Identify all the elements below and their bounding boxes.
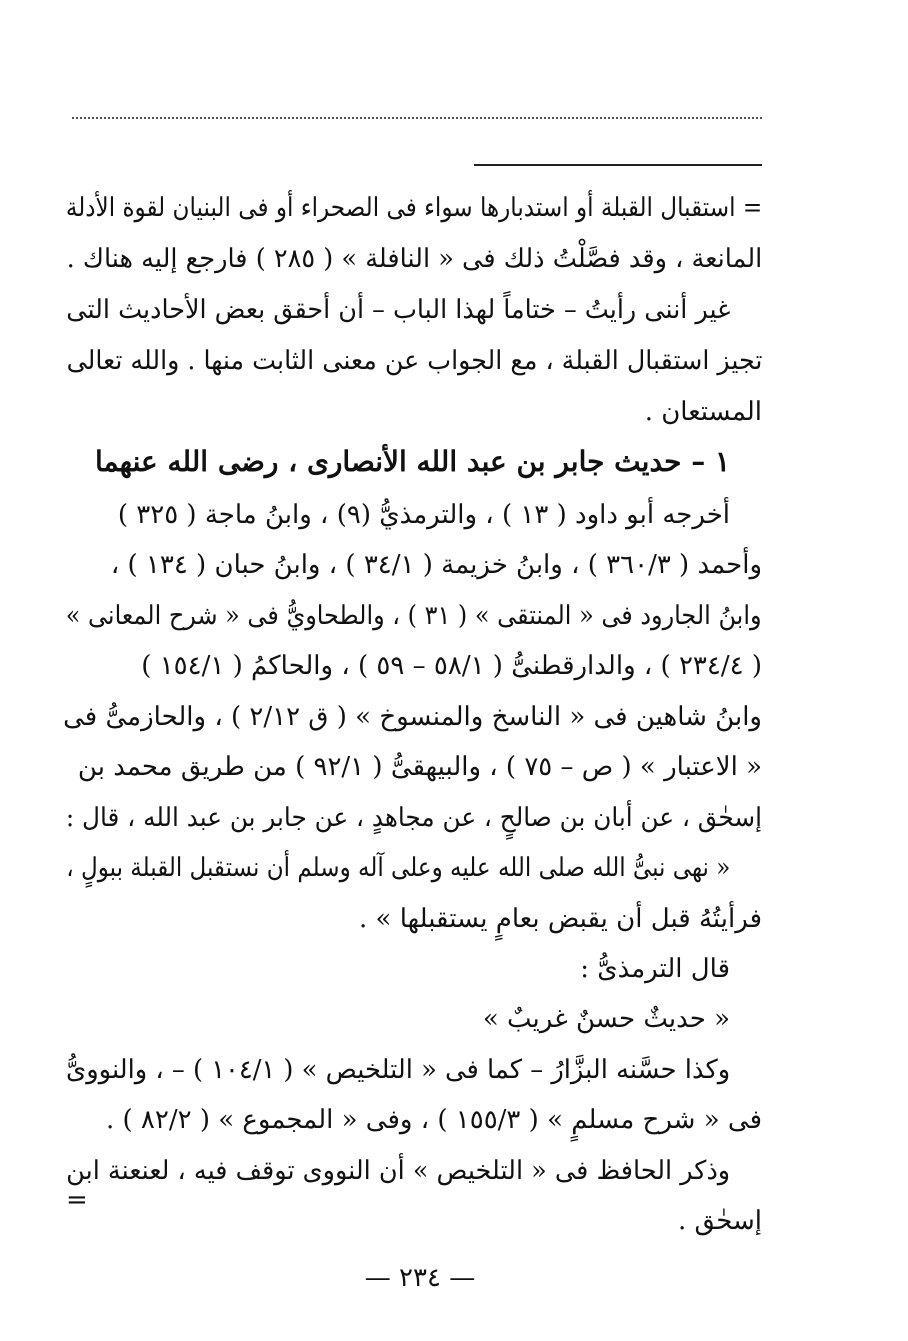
takhrij-line-7: إسحٰق ، عن أبان بن صالحٍ ، عن مجاهدٍ ، عن جابر بن عبد الله ، قال : (65, 803, 762, 833)
takhrij-line-4: ( ٢٣٤/٤ ) ، والدارقطنىُّ ( ٥٨/١ – ٥٩ ) ، والحاكمُ ( ١٥٤/١ ) (141, 651, 762, 681)
intro-line-3: المستعان . (644, 397, 762, 427)
intro-line-2: تجيز استقبال القبلة ، مع الجواب عن معنى الثابت منها . والله تعالى (66, 346, 762, 376)
hafiz-line-1: وذكر الحافظ فى « التلخيص » أن النووى توقف فيه ، لعنعنة ابن (66, 1156, 730, 1186)
takhrij-line-3: وابنُ الجارود فى « المنتقى » ( ٣١ ) ، والطحاويُّ فى « شرح المعانى » (66, 601, 762, 631)
hafiz-line-2: إسحٰق . (677, 1206, 762, 1236)
takhrij-line-5: وابنُ شاهين فى « الناسخ والمنسوخ » ( ق ٢/١٢ ) ، والحازمىُّ فى (63, 702, 762, 732)
page-number: — ٢٣٤ — (364, 1263, 476, 1293)
tirmidhi-quote: « حديثٌ حسنٌ غريبٌ » (482, 1004, 730, 1034)
intro-line-1: غير أننى رأيتُ – ختاماً لهذا الباب – أن أحقق بعض الأحاديث التى (65, 295, 730, 325)
hadith-heading: ١ – حديث جابر بن عبد الله الأنصارى ، رضى الله عنهما (94, 445, 730, 478)
footnote-line-1: = استقبال القبلة أو استدبارها سواء فى الصحراء أو فى البنيان لقوة الأدلة (65, 193, 762, 223)
grading-line-2: فى « شرح مسلمٍ » ( ١٥٥/٣ ) ، وفى « المجموع » ( ٨٢/٢ ) . (105, 1105, 762, 1135)
hadith-text-line-1: « نهى نبىُّ الله صلى الله عليه وعلى آله وسلم أن نستقبل القبلة ببولٍ ، (65, 853, 730, 883)
header-dotted-rule (72, 117, 762, 119)
continuation-mark: = (66, 1185, 88, 1215)
tirmidhi-label: قال الترمذىُّ : (580, 954, 730, 984)
grading-line-1: وكذا حسَّنه البزَّارُ – كما فى « التلخيص » ( ١٠٤/١ ) – ، والنووىُّ (65, 1055, 730, 1085)
takhrij-line-6: « الاعتبار » ( ص – ٧٥ ) ، والبيهقىُّ ( ٩٢/١ ) من طريق محمد بن (77, 752, 762, 782)
hadith-text-line-2: فرأيتُهُ قبل أن يقبض بعامٍ يستقبلها » . (359, 904, 762, 934)
footnote-separator-rule (474, 164, 762, 166)
takhrij-line-2: وأحمد ( ٣٦٠/٣ ) ، وابنُ خزيمة ( ٣٤/١ ) ، وابنُ حبان ( ١٣٤ ) ، (110, 550, 762, 580)
footnote-line-2: المانعة ، وقد فصَّلْتُ ذلك فى « النافلة » ( ٢٨٥ ) فارجع إليه هناك . (66, 244, 762, 274)
takhrij-line-1: أخرجه أبو داود ( ١٣ ) ، والترمذيُّ (٩) ، وابنُ ماجة ( ٣٢٥ ) (117, 500, 730, 530)
